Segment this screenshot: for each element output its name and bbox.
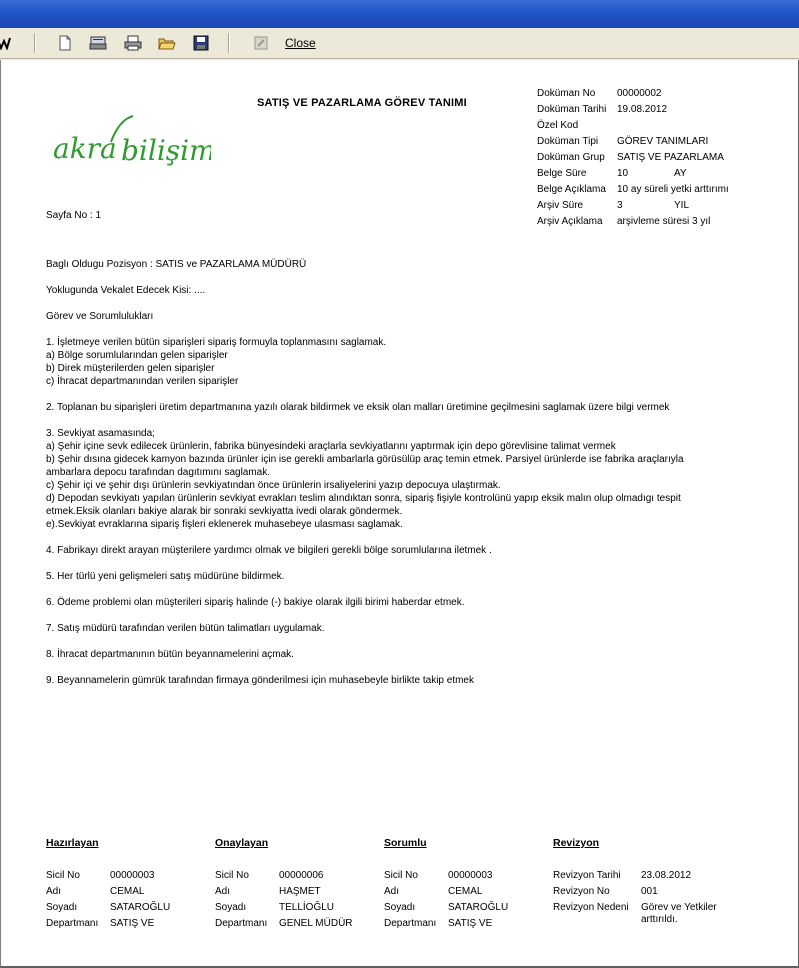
signature-row: [46, 868, 155, 884]
signature-key: Revizyon No: [553, 886, 610, 897]
svg-text:bilişim: bilişim: [121, 134, 211, 167]
signature-row: [384, 916, 493, 932]
signature-value: SATAROĞLU: [110, 902, 171, 913]
metadata-key: Doküman No: [537, 88, 596, 99]
signature-heading: Revizyon: [553, 837, 600, 849]
signature-row: [215, 916, 353, 932]
signature-value: 001: [641, 886, 658, 897]
body-line: b) Şehir dısına gidecek kamyon bazında ürünler için ise gerekli ambarlarla görüsülüp araç temin etmek. Parsiyel ürünlerde ise fabrika araçlarıyla: [46, 454, 684, 465]
metadata-key: Özel Kod: [537, 120, 579, 131]
signature-heading: Onaylayan: [215, 837, 269, 849]
signature-revizyon: [553, 837, 717, 925]
body-line: 2. Toplanan bu siparişleri üretim departmanına yazılı olarak bildirmek ve eksik olan malları üretimine geçilmesini saglamak üzere bilgi vermek: [46, 402, 670, 413]
signature-key: Adı: [384, 886, 400, 897]
metadata-key: Doküman Grup: [537, 152, 605, 163]
save-disk-icon[interactable]: [192, 34, 210, 52]
body-paragraph: [46, 570, 766, 583]
metadata-value: SATIŞ VE PAZARLAMA: [617, 152, 724, 163]
signature-value: SATIŞ VE: [448, 918, 493, 929]
signature-key: Revizyon Nedeni: [553, 902, 629, 913]
body-line: ambarlara depocu tarafından dagıtımını saglamak.: [46, 467, 271, 478]
new-page-icon[interactable]: [56, 34, 74, 52]
signature-row: [46, 916, 155, 932]
signature-hazirlayan: [46, 837, 171, 932]
signature-value: 00000006: [279, 870, 324, 881]
body-line: 9. Beyannamelerin gümrük tarafından firmaya gönderilmesi için muhasebeyle birlikte takip etmek: [46, 675, 474, 686]
body-line: 7. Satış müdürü tarafından verilen bütün talimatları uygulamak.: [46, 623, 325, 634]
body-paragraph: [46, 622, 766, 635]
metadata-value: 19.08.2012: [617, 104, 668, 115]
metadata-key: Doküman Tarihi: [537, 104, 607, 115]
signature-row: [553, 884, 658, 900]
signature-row: [215, 884, 321, 900]
metadata-key: Arşiv Açıklama: [537, 216, 603, 227]
body-paragraph: [46, 596, 766, 609]
body-line: Baglı Oldugu Pozisyon : SATIS ve PAZARLAMA MÜDÜRÜ: [46, 259, 307, 270]
signature-onaylayan: [215, 837, 353, 932]
body-line: 6. Ödeme problemi olan müşterileri sipariş halinde (-) bakiye olarak ilgili birimi haberdar etmek.: [46, 597, 465, 608]
document-body: [46, 258, 766, 700]
body-paragraph: [46, 401, 766, 414]
body-line: a) Bölge sorumlularından gelen siparişler: [46, 350, 228, 361]
body-line: Görev ve Sorumlulukları: [46, 311, 154, 322]
metadata-unit: YIL: [674, 200, 690, 211]
body-line: c) İhracat departmanından verilen siparişler: [46, 376, 239, 387]
signature-key: Soyadı: [384, 902, 416, 913]
signature-value: HAŞMET: [279, 886, 321, 897]
disabled-tool-icon[interactable]: [252, 34, 270, 52]
close-button[interactable]: Close: [285, 36, 316, 50]
signature-key: Soyadı: [46, 902, 78, 913]
signature-value: CEMAL: [110, 886, 145, 897]
report-toolbar: [0, 28, 799, 59]
metadata-value: 10: [617, 168, 629, 179]
signature-row: [384, 868, 493, 884]
signature-row: [46, 900, 171, 916]
metadata-value: 00000002: [617, 88, 662, 99]
signature-value: 00000003: [448, 870, 493, 881]
body-line: 8. İhracat departmanının bütün beyannamelerini açmak.: [46, 649, 294, 660]
signature-key: Departmanı: [46, 918, 99, 929]
metadata-key: Belge Açıklama: [537, 184, 606, 195]
signature-key: Adı: [46, 886, 62, 897]
page-number: Sayfa No : 1: [46, 210, 102, 221]
signature-value: 00000003: [110, 870, 155, 881]
signature-value: Görev ve Yetkiler arttırıldı.: [641, 902, 717, 925]
metadata-value: arşivleme süresi 3 yıl: [617, 216, 711, 227]
body-paragraph: [46, 427, 766, 531]
signature-key: Adı: [215, 886, 231, 897]
metadata-key: Arşiv Süre: [537, 200, 584, 211]
first-page-icon[interactable]: [0, 34, 12, 52]
signature-value: CEMAL: [448, 886, 483, 897]
body-line: 3. Sevkiyat asamasında;: [46, 428, 155, 439]
open-folder-icon[interactable]: [158, 34, 176, 52]
body-paragraph: [46, 336, 766, 388]
body-paragraph: [46, 284, 766, 297]
body-line: a) Şehir içine sevk edilecek ürünlerin, fabrika bünyesindeki araçlarla sevkiyatlarını yaptırmak için depo görevlisine talimat vermek: [46, 441, 616, 452]
signature-row: [46, 884, 145, 900]
signature-key: Soyadı: [215, 902, 247, 913]
signature-heading: Sorumlu: [384, 837, 427, 849]
report-page: [0, 60, 799, 968]
signature-key: Sicil No: [215, 870, 249, 881]
body-line: c) Şehir içi ve şehir dışı ürünlerin sevkiyatından önce ürünlerin irsaliyelerini yazıp depocuya ulaştırmak.: [46, 480, 501, 491]
signature-sorumlu: [384, 837, 509, 932]
signature-row: [215, 868, 324, 884]
metadata-value: 10 ay süreli yetki arttırımı: [617, 184, 729, 195]
signature-row: [384, 900, 509, 916]
document-title: SATIŞ VE PAZARLAMA GÖREV TANIMI: [257, 97, 467, 109]
body-paragraph: [46, 648, 766, 661]
metadata-key: Belge Süre: [537, 168, 587, 179]
window-titlebar: [0, 0, 799, 28]
body-line: 4. Fabrikayı direkt arayan müşterilere yardımcı olmak ve bilgileri gerekli bölge sorumlularına iletmek .: [46, 545, 492, 556]
metadata-value: 3: [617, 200, 623, 211]
svg-text:akra: akra: [53, 132, 117, 165]
signature-value: 23.08.2012: [641, 870, 692, 881]
toolbar-separator: [34, 33, 36, 53]
body-line: Yoklugunda Vekalet Edecek Kisi: ....: [46, 285, 206, 296]
body-line: b) Direk müşterilerden gelen siparişler: [46, 363, 215, 374]
metadata-key: Doküman Tipi: [537, 136, 599, 147]
signature-row: [215, 900, 335, 916]
toolbar-separator: [228, 33, 230, 53]
print-setup-icon[interactable]: [89, 34, 107, 52]
body-line: 1. İşletmeye verilen bütün siparişleri sipariş formuyla toplanmasını saglamak.: [46, 337, 387, 348]
signature-row: [553, 900, 717, 925]
signature-value: SATIŞ VE: [110, 918, 155, 929]
signature-key: Sicil No: [46, 870, 80, 881]
body-line: d) Depodan sevkiyatı yapılan ürünlerin sevkiyat evrakları teslim alındıktan sonra, sipariş fişiyle kontrolünü yapıp eksik malın olup olmadıgı tespit: [46, 493, 681, 504]
signature-key: Departmanı: [384, 918, 437, 929]
signature-value: SATAROĞLU: [448, 902, 509, 913]
body-paragraph: [46, 674, 766, 687]
signature-row: [384, 884, 483, 900]
signature-key: Sicil No: [384, 870, 418, 881]
signature-heading: Hazırlayan: [46, 837, 99, 849]
body-line: 5. Her türlü yeni gelişmeleri satış müdürüne bildirmek.: [46, 571, 285, 582]
company-logo: [51, 112, 211, 177]
signature-value: GENEL MÜDÜR: [279, 918, 353, 929]
signature-row: [553, 868, 692, 884]
body-paragraph: [46, 310, 766, 323]
body-line: etmek.Eksik olanları bakiye alarak bir sonraki sevkiyatta ivedi olarak göndermek.: [46, 506, 403, 517]
signature-key: Revizyon Tarihi: [553, 870, 621, 881]
signature-value: TELLİOĞLU: [279, 902, 335, 913]
printer-icon[interactable]: [124, 34, 142, 52]
metadata-value: GÖREV TANIMLARI: [617, 136, 709, 147]
body-paragraph: [46, 258, 766, 271]
signature-key: Departmanı: [215, 918, 268, 929]
body-paragraph: [46, 544, 766, 557]
body-line: e).Sevkiyat evraklarına sipariş fişleri eklenerek muhasebeye ulasması saglamak.: [46, 519, 403, 530]
metadata-unit: AY: [674, 168, 687, 179]
